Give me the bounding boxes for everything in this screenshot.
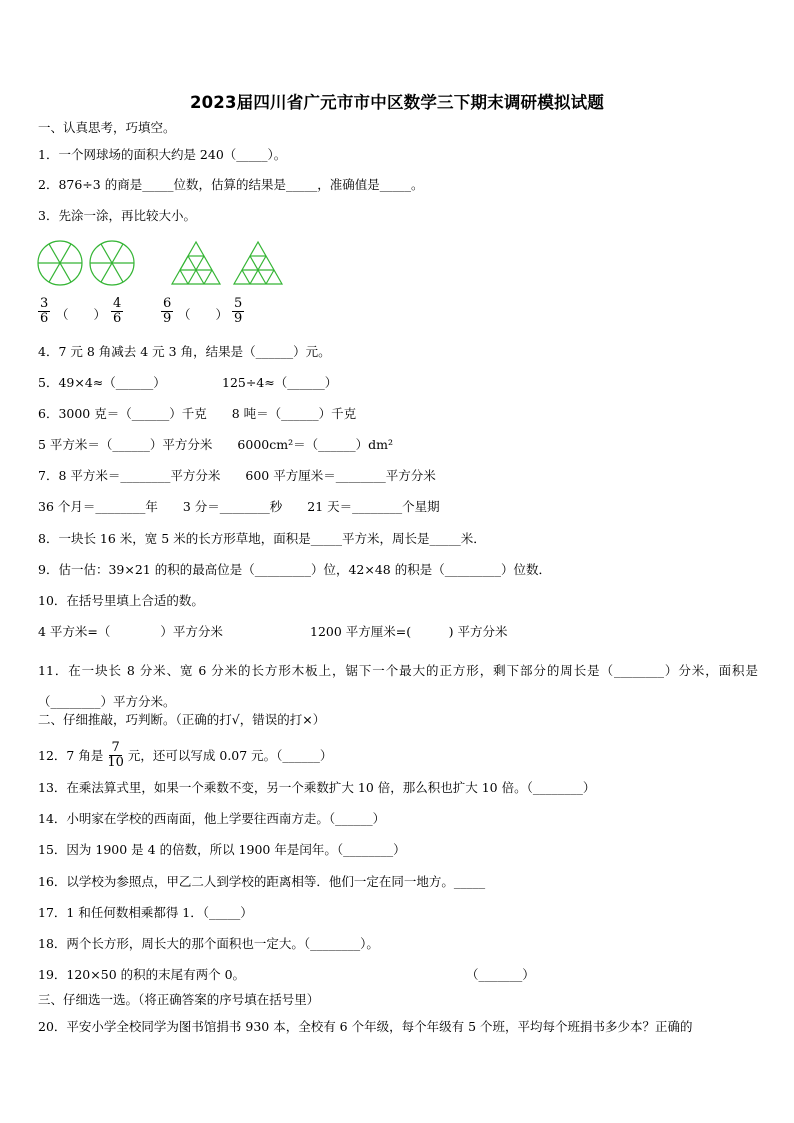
question-15: 15．因为 1900 是 4 的倍数，所以 1900 年是闰年。（________）	[38, 842, 406, 857]
fraction-figures	[36, 239, 296, 289]
question-10b: 1200 平方厘米=( ) 平方分米	[310, 624, 508, 639]
question-4: 4．7 元 8 角减去 4 元 3 角，结果是（______）元。	[38, 344, 331, 359]
question-9: 9．估一估：39×21 的积的最高位是（_________）位，42×48 的积是（_________）位数．	[38, 562, 551, 577]
question-7a: 7．8 平方米＝________平方分米 600 平方厘米＝________平方分米	[38, 468, 436, 483]
question-5b: 125÷4≈（______）	[222, 375, 338, 390]
question-13: 13．在乘法算式里，如果一个乘数不变，另一个乘数扩大 10 倍，那么积也扩大 10 倍。（________）	[38, 780, 596, 795]
compare-blank-1: （ ）	[56, 307, 107, 322]
question-7b: 36 个月＝________年 3 分＝________秒 21 天＝________个星期	[38, 499, 440, 514]
question-5a: 5．49×4≈（______）	[38, 375, 166, 390]
question-10a: 4 平方米=（ ）平方分米	[38, 624, 223, 639]
question-14: 14．小明家在学校的西南面，他上学要往西南方走。（______）	[38, 811, 386, 826]
triangle-figure-2	[234, 242, 282, 284]
question-17: 17．1 和任何数相乘都得 1．（_____）	[38, 905, 253, 920]
question-12: 12．7 角是 $\frac{7}{10}$ 元，还可以写成 0.07 元。（______）	[38, 740, 333, 770]
question-18: 18．两个长方形，周长大的那个面积也一定大。（________）。	[38, 936, 379, 951]
question-19-blank: （_______）	[466, 967, 535, 982]
question-19: 19．120×50 的积的末尾有两个 0。	[38, 967, 246, 982]
compare-blank-2: （ ）	[178, 307, 229, 322]
circle-figure-1	[38, 241, 82, 285]
question-16: 16．以学校为参照点，甲乙二人到学校的距离相等．他们一定在同一地方。_____	[38, 874, 486, 889]
question-6b: 5 平方米＝（______）平方分米 6000cm²＝（______）dm²	[38, 437, 393, 452]
question-6a: 6．3000 克＝（______）千克 8 吨＝（______）千克	[38, 406, 357, 421]
circle-figure-2	[90, 241, 134, 285]
fraction-6-9: $\frac{6}{9}$	[163, 296, 172, 326]
fraction-5-9: $\frac{5}{9}$	[234, 296, 243, 326]
triangle-figure-1	[172, 242, 220, 284]
question-10: 10．在括号里填上合适的数。	[38, 593, 204, 608]
question-8: 8．一块长 16 米，宽 5 米的长方形草地，面积是_____平方米，周长是_____米．	[38, 531, 486, 546]
fraction-7-10: $\frac{7}{10}$	[107, 740, 124, 770]
question-20: 20．平安小学全校同学为图书馆捐书 930 本，全校有 6 个年级，每个年级有 5 个班，平均每个班捐书多少本？正确的	[38, 1019, 693, 1034]
question-2: 2．876÷3 的商是_____位数，估算的结果是_____，准确值是_____。	[38, 177, 424, 192]
question-1: 1．一个网球场的面积大约是 240（_____）。	[38, 147, 287, 162]
section-1-heading: 一、认真思考，巧填空。	[38, 120, 176, 135]
section-3-heading: 三、仔细选一选。（将正确答案的序号填在括号里）	[38, 992, 320, 1007]
fraction-3-6: $\frac{3}{6}$	[40, 296, 49, 326]
question-11: 11．在一块长 8 分米、宽 6 分米的长方形木板上，锯下一个最大的正方形，剩下部分的周长是（________）分米，面积是（________）平方分米。	[38, 663, 758, 709]
fraction-4-6: $\frac{4}{6}$	[113, 296, 122, 326]
section-2-heading: 二、仔细推敲，巧判断。（正确的打√，错误的打×）	[38, 712, 326, 727]
page-title: 2023届四川省广元市市中区数学三下期末调研模拟试题	[189, 93, 605, 112]
question-3: 3．先涂一涂，再比较大小。	[38, 208, 196, 223]
